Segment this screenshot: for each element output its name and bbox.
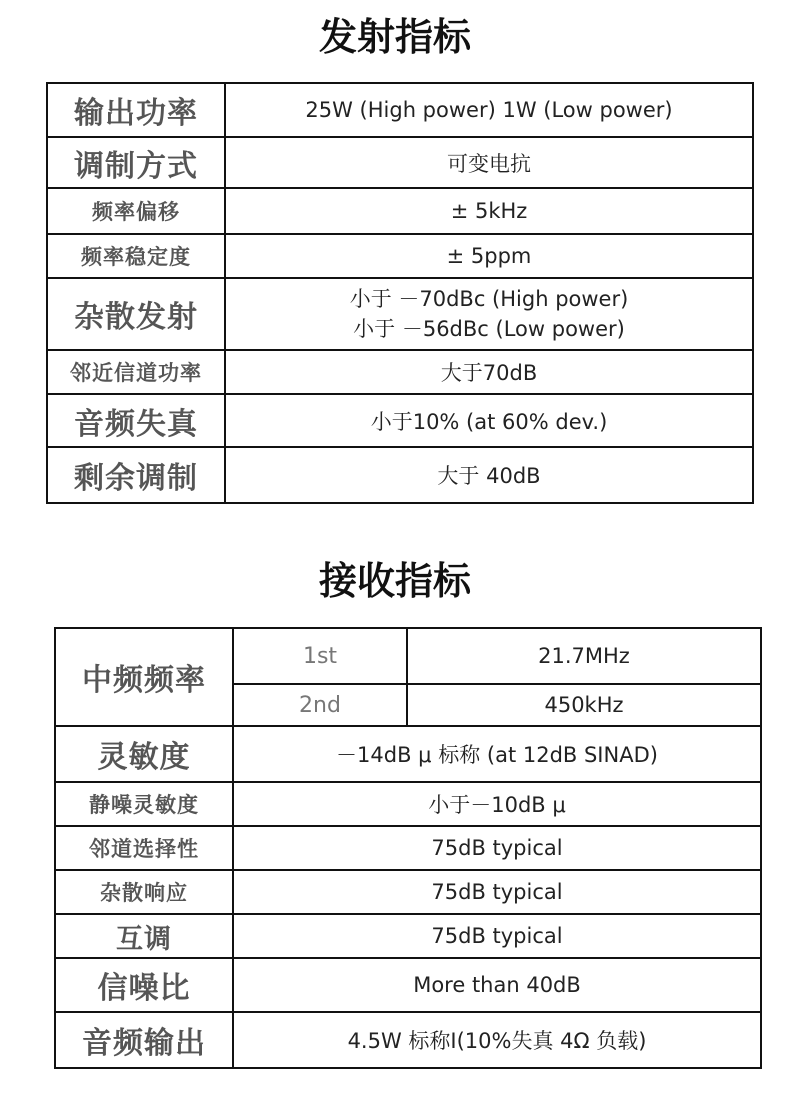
row-value — [225, 278, 753, 350]
row-value: －14dB μ 标称 (at 12dB SINAD) — [233, 726, 761, 782]
row-label: 互调 — [55, 914, 233, 958]
receive-spec-table — [54, 627, 762, 1069]
row-label: 灵敏度 — [55, 726, 233, 782]
row-label: 中频频率 — [55, 628, 233, 726]
table-row — [55, 870, 761, 914]
row-value: 75dB typical — [233, 826, 761, 870]
row-value: 25W (High power) 1W (Low power) — [225, 83, 753, 137]
table-row — [47, 137, 753, 188]
transmit-spec-title: 发射指标 — [318, 15, 471, 59]
row-value: 大于70dB — [225, 350, 753, 394]
table-row — [47, 234, 753, 278]
row-value: 可变电抗 — [225, 137, 753, 188]
if-stage-name: 2nd — [233, 684, 407, 726]
value-line: 小于 －70dBc (High power) — [349, 287, 629, 311]
row-value: 75dB typical — [233, 870, 761, 914]
row-label: 邻近信道功率 — [47, 350, 225, 394]
row-value: 小于－10dB μ — [233, 782, 761, 826]
table-row — [47, 83, 753, 137]
row-value: ± 5kHz — [225, 188, 753, 234]
table-row — [55, 726, 761, 782]
row-label: 杂散响应 — [55, 870, 233, 914]
row-value: 75dB typical — [233, 914, 761, 958]
table-row — [55, 1012, 761, 1068]
table-row — [55, 958, 761, 1012]
row-value: 4.5W 标称I(10%失真 4Ω 负载) — [233, 1012, 761, 1068]
transmit-spec-table — [46, 82, 754, 504]
if-stage-name: 1st — [233, 628, 407, 684]
row-label: 剩余调制 — [47, 447, 225, 503]
row-label: 音频失真 — [47, 394, 225, 447]
row-label: 输出功率 — [47, 83, 225, 137]
table-row — [47, 188, 753, 234]
row-value: 小于10% (at 60% dev.) — [225, 394, 753, 447]
row-label: 音频输出 — [55, 1012, 233, 1068]
row-value: More than 40dB — [233, 958, 761, 1012]
value-line: 小于 －56dBc (Low power) — [353, 317, 625, 341]
table-row — [55, 914, 761, 958]
table-row — [47, 350, 753, 394]
table-row — [47, 278, 753, 350]
row-label: 杂散发射 — [47, 278, 225, 350]
table-row — [47, 447, 753, 503]
row-label: 信噪比 — [55, 958, 233, 1012]
row-value: 大于 40dB — [225, 447, 753, 503]
row-label: 调制方式 — [47, 137, 225, 188]
row-label: 频率偏移 — [47, 188, 225, 234]
table-row — [55, 826, 761, 870]
row-label: 频率稳定度 — [47, 234, 225, 278]
table-row — [55, 628, 761, 684]
table-row — [47, 394, 753, 447]
row-label: 静噪灵敏度 — [55, 782, 233, 826]
row-value: ± 5ppm — [225, 234, 753, 278]
receive-spec-title: 接收指标 — [318, 559, 471, 603]
row-value: 21.7MHz — [407, 628, 761, 684]
row-value: 450kHz — [407, 684, 761, 726]
table-row — [55, 782, 761, 826]
row-label: 邻道选择性 — [55, 826, 233, 870]
